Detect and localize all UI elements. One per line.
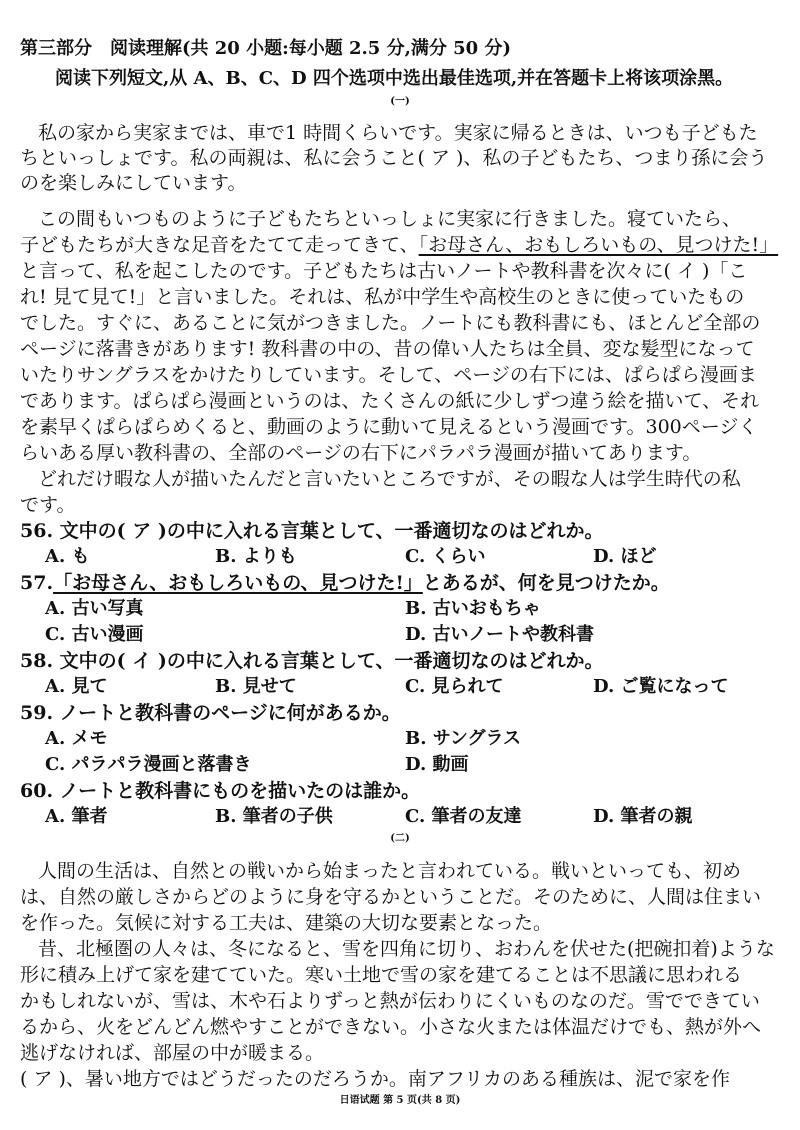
passage1-line: この間もいつものように子どもたちといっしょに実家に行きました。寝ていたら、 bbox=[38, 208, 742, 230]
passage1-line: ページに落書きがあります! 教科書の中の、昔の偉い人たちは全員、変な髪型になって bbox=[20, 338, 755, 360]
passage1-line: のを楽しみにしています。 bbox=[20, 172, 247, 194]
passage1-line: らいある厚い教科書の、全部のページの右下にパラパラ漫画が描いてあります。 bbox=[20, 442, 702, 464]
question-59-option-b: B. サングラス bbox=[405, 728, 521, 749]
page-footer: 日语试题 第 5 页(共 8 页) bbox=[339, 1095, 461, 1106]
part-title: 第三部分 阅读理解(共 20 小题:每小题 2.5 分,满分 50 分) bbox=[20, 38, 511, 59]
question-58-option-c: C. 見られて bbox=[405, 676, 504, 697]
question-57-stem bbox=[20, 574, 670, 593]
question-58-stem: 58. 文中の( イ )の中に入れる言葉として、一番適切なのはどれか。 bbox=[20, 650, 604, 672]
passage1-line: どれだけ暇な人が描いたんだと言いたいところですが、その暇な人は学生時代の私 bbox=[38, 468, 741, 490]
passage1-line: でした。すぐに、あることに気がつきました。ノートにも教科書にも、ほとんど全部の bbox=[20, 312, 761, 334]
question-59-option-d: D. 動画 bbox=[405, 754, 469, 775]
question-59-option-a: A. メモ bbox=[45, 728, 108, 749]
passage1-line bbox=[20, 236, 778, 255]
passage2-line: は、自然の厳しさからどのように身を守るかということだ。そのために、人間は住まい bbox=[20, 886, 762, 908]
passage2-line: 形に積み上げて家を建てていた。寒い土地で雪の家を建てることは不思議に思われる bbox=[20, 964, 743, 986]
question-58-option-d: D. ご覧になって bbox=[593, 676, 729, 697]
passage1-line-text: 子どもたちが大きな足音をたてて走ってきて、 bbox=[20, 234, 419, 256]
passage2-line: 昔、北極圏の人々は、冬になると、雪を四角に切り、おわんを伏せた(把碗扣着)ような bbox=[38, 938, 775, 960]
passage2-line: 人間の生活は、自然との戦いから始まったと言われている。戦いといっても、初め bbox=[38, 860, 742, 882]
question-56-stem: 56. 文中の( ア )の中に入れる言葉として、一番適切なのはどれか。 bbox=[20, 520, 604, 542]
question-57-option-b: B. 古いおもちゃ bbox=[405, 598, 541, 619]
passage1-line: であります。ぱらぱら漫画というのは、たくさんの紙に少しずつ違う絵を描いて、それ bbox=[20, 390, 760, 412]
instruction: 阅读下列短文,从 A、B、C、D 四个选项中选出最佳选项,并在答题卡上将该项涂黑。 bbox=[55, 68, 734, 89]
question-60-option-c: C. 筆者の友達 bbox=[405, 806, 522, 827]
question-57-option-d: D. 古いノートや教科書 bbox=[405, 624, 594, 645]
question-59-option-c: C. パラパラ漫画と落書き bbox=[45, 754, 252, 775]
passage1-line: れ! 見て見て!」と言いました。それは、私が中学生や高校生のときに使っていたもの bbox=[20, 286, 745, 308]
question-56-option-a: A. も bbox=[45, 546, 90, 567]
passage1-line: と言って、私を起こしたのです。子どもたちは古いノートや教科書を次々に( イ )「こ bbox=[20, 260, 748, 282]
question-60-stem: 60. ノートと教科書にものを描いたのは誰か。 bbox=[20, 780, 421, 802]
question-57-option-a: A. 古い写真 bbox=[45, 598, 144, 619]
passage2-line: を作った。気候に対する工夫は、建築の大切な要素となった。 bbox=[20, 912, 553, 934]
question-60-option-b: B. 筆者の子供 bbox=[215, 806, 333, 827]
question-58-option-a: A. 見て bbox=[45, 676, 108, 697]
question-56-option-b: B. よりも bbox=[215, 546, 297, 567]
question-57-option-c: C. 古い漫画 bbox=[45, 624, 144, 645]
question-60-option-d: D. 筆者の親 bbox=[593, 806, 693, 827]
question-58-option-b: B. 見せて bbox=[215, 676, 297, 697]
passage1-line: いたりサングラスをかけたりしています。そして、ページの右下には、ぱらぱら漫画ま bbox=[20, 364, 757, 386]
question-57-text: とあるが、何を見つけたか。 bbox=[422, 572, 670, 594]
question-60-option-a: A. 筆者 bbox=[45, 806, 108, 827]
passage1-line: ちといっしょです。私の両親は、私に会うこと( ア )、私の子どもたち、つまり孫に会う bbox=[20, 147, 768, 169]
passage2-line: 逃げなければ、部屋の中が暖まる。 bbox=[20, 1042, 325, 1064]
section-heading-2: (二) bbox=[390, 833, 410, 844]
question-56-option-d: D. ほど bbox=[593, 546, 657, 567]
underlined-quote: 「お母さん、おもしろいもの、見つけた!」 bbox=[418, 234, 779, 256]
question-56-option-c: C. くらい bbox=[405, 546, 486, 567]
passage1-line: です。 bbox=[20, 494, 76, 516]
question-59-stem: 59. ノートと教科書のページに何があるか。 bbox=[20, 702, 401, 724]
question-57-number: 57. bbox=[20, 572, 54, 594]
section-heading-1: (一) bbox=[390, 96, 410, 107]
passage2-line: ( ア )、暑い地方ではどうだったのだろうか。南アフリカのある種族は、泥で家を作 bbox=[20, 1068, 730, 1090]
passage2-line: かもしれないが、雪は、木や石よりずっと熱が伝わりにくいものなのだ。雪でできてい bbox=[20, 990, 760, 1012]
passage1-line: を素早くぱらぱらめくると、動画のように動いて見えるという漫画です。300ページく bbox=[20, 416, 758, 438]
passage2-line: るから、火をどんどん燃やすことができない。小さな火または体温だけでも、熱が外へ bbox=[20, 1016, 762, 1038]
passage1-line: 私の家から実家までは、車で1 時間くらいです。実家に帰るときは、いつも子どもた bbox=[38, 122, 758, 144]
question-57-quote: 「お母さん、おもしろいもの、見つけた!」 bbox=[53, 572, 423, 594]
